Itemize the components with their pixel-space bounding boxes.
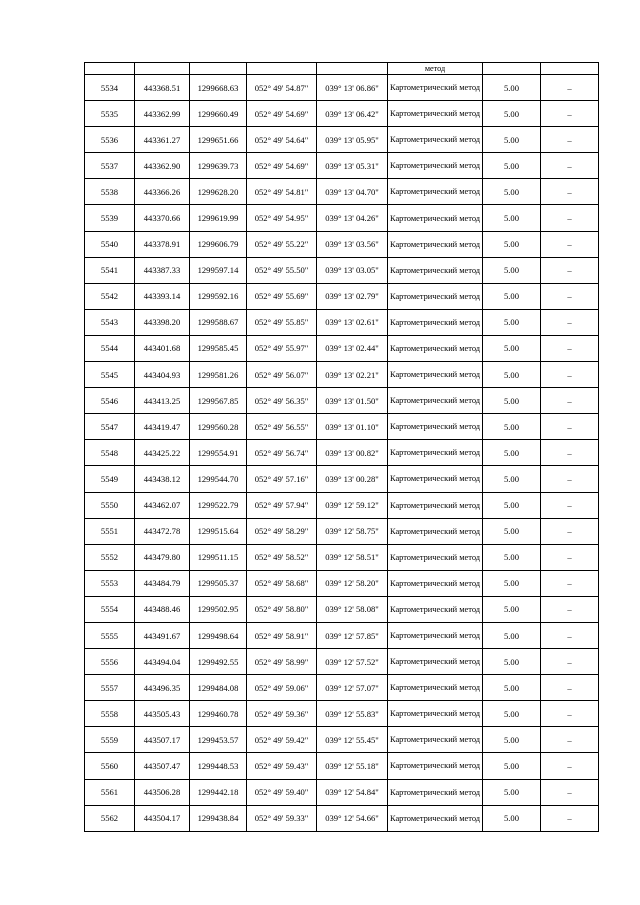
cell-method: Картометрический метод <box>388 257 483 283</box>
cell-note: – <box>541 362 599 388</box>
cell-point-number: 5545 <box>85 362 135 388</box>
cell-method: Картометрический метод <box>388 309 483 335</box>
cell-point-number: 5546 <box>85 388 135 414</box>
cell-y: 1299606.79 <box>190 231 247 257</box>
cell-accuracy: 5.00 <box>483 649 541 675</box>
cell-method: Картометрический метод <box>388 622 483 648</box>
cell-latitude: 052° 49' 54.95" <box>247 205 317 231</box>
cell-accuracy: 5.00 <box>483 388 541 414</box>
cell-point-number: 5552 <box>85 544 135 570</box>
cell-latitude: 052° 49' 54.69" <box>247 101 317 127</box>
cell-latitude: 052° 49' 55.50" <box>247 257 317 283</box>
cell-accuracy: 5.00 <box>483 127 541 153</box>
cell-longitude <box>317 63 388 75</box>
cell-latitude <box>247 63 317 75</box>
table-row <box>85 544 599 570</box>
cell-longitude: 039° 12' 55.45" <box>317 727 388 753</box>
cell-longitude: 039° 13' 01.50" <box>317 388 388 414</box>
cell-point-number: 5560 <box>85 753 135 779</box>
cell-x: 443494.04 <box>135 649 190 675</box>
cell-accuracy: 5.00 <box>483 153 541 179</box>
cell-y: 1299492.55 <box>190 649 247 675</box>
cell-y: 1299581.26 <box>190 362 247 388</box>
cell-method: Картометрический метод <box>388 518 483 544</box>
cell-accuracy: 5.00 <box>483 753 541 779</box>
cell-x: 443438.12 <box>135 466 190 492</box>
cell-point-number: 5537 <box>85 153 135 179</box>
cell-method: Картометрический метод <box>388 492 483 518</box>
cell-accuracy: 5.00 <box>483 335 541 361</box>
cell-note: – <box>541 414 599 440</box>
cell-note <box>541 63 599 75</box>
cell-x: 443506.28 <box>135 779 190 805</box>
table-row <box>85 570 599 596</box>
cell-accuracy: 5.00 <box>483 257 541 283</box>
cell-note: – <box>541 309 599 335</box>
table-row <box>85 309 599 335</box>
cell-y: 1299651.66 <box>190 127 247 153</box>
cell-longitude: 039° 12' 58.08" <box>317 596 388 622</box>
cell-x: 443419.47 <box>135 414 190 440</box>
table-row <box>85 518 599 544</box>
cell-note: – <box>541 75 599 101</box>
cell-x: 443507.47 <box>135 753 190 779</box>
cell-accuracy: 5.00 <box>483 179 541 205</box>
table-row <box>85 283 599 309</box>
cell-point-number: 5557 <box>85 675 135 701</box>
table-row <box>85 779 599 805</box>
cell-y: 1299567.85 <box>190 388 247 414</box>
cell-latitude: 052° 49' 58.99" <box>247 649 317 675</box>
cell-accuracy: 5.00 <box>483 622 541 648</box>
cell-longitude: 039° 12' 58.20" <box>317 570 388 596</box>
cell-latitude: 052° 49' 56.07" <box>247 362 317 388</box>
cell-longitude: 039° 12' 58.75" <box>317 518 388 544</box>
cell-x: 443425.22 <box>135 440 190 466</box>
cell-method: Картометрический метод <box>388 153 483 179</box>
table-row <box>85 101 599 127</box>
cell-note: – <box>541 596 599 622</box>
cell-longitude: 039° 13' 02.61" <box>317 309 388 335</box>
cell-y: 1299592.16 <box>190 283 247 309</box>
cell-note: – <box>541 701 599 727</box>
table-row <box>85 727 599 753</box>
cell-latitude: 052° 49' 56.74" <box>247 440 317 466</box>
cell-latitude: 052° 49' 59.43" <box>247 753 317 779</box>
cell-accuracy: 5.00 <box>483 283 541 309</box>
cell-latitude: 052° 49' 55.85" <box>247 309 317 335</box>
cell-point-number: 5540 <box>85 231 135 257</box>
table-row <box>85 805 599 831</box>
cell-longitude: 039° 13' 04.26" <box>317 205 388 231</box>
cell-note: – <box>541 283 599 309</box>
cell-note: – <box>541 257 599 283</box>
cell-point-number <box>85 63 135 75</box>
cell-method: Картометрический метод <box>388 701 483 727</box>
cell-note: – <box>541 622 599 648</box>
cell-y: 1299511.15 <box>190 544 247 570</box>
table-row <box>85 231 599 257</box>
cell-accuracy: 5.00 <box>483 805 541 831</box>
cell-note: – <box>541 205 599 231</box>
table-row <box>85 388 599 414</box>
cell-y: 1299502.95 <box>190 596 247 622</box>
cell-point-number: 5534 <box>85 75 135 101</box>
cell-latitude: 052° 49' 56.55" <box>247 414 317 440</box>
cell-method: Картометрический метод <box>388 205 483 231</box>
cell-point-number: 5550 <box>85 492 135 518</box>
table-row <box>85 75 599 101</box>
continuation-row <box>85 63 599 75</box>
cell-accuracy: 5.00 <box>483 205 541 231</box>
table-row <box>85 179 599 205</box>
table-row <box>85 492 599 518</box>
table-row <box>85 649 599 675</box>
cell-note: – <box>541 570 599 596</box>
cell-x: 443507.17 <box>135 727 190 753</box>
cell-x: 443393.14 <box>135 283 190 309</box>
table-row <box>85 257 599 283</box>
cell-x: 443472.78 <box>135 518 190 544</box>
cell-latitude: 052° 49' 58.80" <box>247 596 317 622</box>
cell-x: 443404.93 <box>135 362 190 388</box>
cell-latitude: 052° 49' 55.97" <box>247 335 317 361</box>
cell-longitude: 039° 12' 57.07" <box>317 675 388 701</box>
cell-accuracy: 5.00 <box>483 101 541 127</box>
cell-note: – <box>541 779 599 805</box>
cell-longitude: 039° 13' 03.56" <box>317 231 388 257</box>
cell-x: 443491.67 <box>135 622 190 648</box>
cell-method: Картометрический метод <box>388 179 483 205</box>
cell-x: 443401.68 <box>135 335 190 361</box>
cell-method: Картометрический метод <box>388 675 483 701</box>
cell-method: Картометрический метод <box>388 388 483 414</box>
cell-accuracy: 5.00 <box>483 701 541 727</box>
cell-y: 1299522.79 <box>190 492 247 518</box>
cell-point-number: 5542 <box>85 283 135 309</box>
cell-x: 443484.79 <box>135 570 190 596</box>
cell-note: – <box>541 518 599 544</box>
cell-point-number: 5541 <box>85 257 135 283</box>
cell-method: Картометрический метод <box>388 231 483 257</box>
cell-y: 1299515.64 <box>190 518 247 544</box>
cell-method: Картометрический метод <box>388 101 483 127</box>
cell-y: 1299448.53 <box>190 753 247 779</box>
cell-accuracy: 5.00 <box>483 675 541 701</box>
cell-longitude: 039° 12' 54.84" <box>317 779 388 805</box>
table-row <box>85 466 599 492</box>
cell-accuracy: 5.00 <box>483 466 541 492</box>
cell-method: Картометрический метод <box>388 727 483 753</box>
table-row <box>85 622 599 648</box>
cell-method: Картометрический метод <box>388 283 483 309</box>
cell-note: – <box>541 649 599 675</box>
cell-y: 1299619.99 <box>190 205 247 231</box>
cell-accuracy: 5.00 <box>483 309 541 335</box>
cell-y: 1299585.45 <box>190 335 247 361</box>
cell-longitude: 039° 12' 57.85" <box>317 622 388 648</box>
cell-method: Картометрический метод <box>388 414 483 440</box>
cell-note: – <box>541 179 599 205</box>
cell-x: 443362.99 <box>135 101 190 127</box>
cell-accuracy: 5.00 <box>483 779 541 805</box>
cell-longitude: 039° 13' 01.10" <box>317 414 388 440</box>
cell-point-number: 5548 <box>85 440 135 466</box>
cell-x: 443378.91 <box>135 231 190 257</box>
cell-latitude: 052° 49' 54.87" <box>247 75 317 101</box>
cell-accuracy: 5.00 <box>483 727 541 753</box>
cell-point-number: 5551 <box>85 518 135 544</box>
cell-point-number: 5554 <box>85 596 135 622</box>
cell-point-number: 5555 <box>85 622 135 648</box>
cell-latitude: 052° 49' 58.29" <box>247 518 317 544</box>
cell-longitude: 039° 13' 02.21" <box>317 362 388 388</box>
cell-latitude: 052° 49' 54.64" <box>247 127 317 153</box>
cell-note: – <box>541 231 599 257</box>
cell-x: 443488.46 <box>135 596 190 622</box>
cell-x: 443505.43 <box>135 701 190 727</box>
cell-point-number: 5562 <box>85 805 135 831</box>
cell-point-number: 5549 <box>85 466 135 492</box>
cell-note: – <box>541 675 599 701</box>
cell-latitude: 052° 49' 54.81" <box>247 179 317 205</box>
cell-y: 1299588.67 <box>190 309 247 335</box>
cell-point-number: 5553 <box>85 570 135 596</box>
cell-longitude: 039° 13' 06.42" <box>317 101 388 127</box>
cell-y: 1299544.70 <box>190 466 247 492</box>
cell-latitude: 052° 49' 57.16" <box>247 466 317 492</box>
cell-method: Картометрический метод <box>388 544 483 570</box>
cell-latitude: 052° 49' 59.33" <box>247 805 317 831</box>
cell-y: 1299460.78 <box>190 701 247 727</box>
cell-point-number: 5559 <box>85 727 135 753</box>
cell-longitude: 039° 13' 05.95" <box>317 127 388 153</box>
cell-note: – <box>541 753 599 779</box>
cell-longitude: 039° 12' 54.66" <box>317 805 388 831</box>
cell-x: 443479.80 <box>135 544 190 570</box>
cell-latitude: 052° 49' 58.68" <box>247 570 317 596</box>
cell-accuracy: 5.00 <box>483 570 541 596</box>
table-row <box>85 153 599 179</box>
cell-accuracy: 5.00 <box>483 518 541 544</box>
cell-x: 443413.25 <box>135 388 190 414</box>
table-row <box>85 205 599 231</box>
table-row <box>85 127 599 153</box>
cell-accuracy <box>483 63 541 75</box>
cell-x: 443366.26 <box>135 179 190 205</box>
cell-latitude: 052° 49' 58.52" <box>247 544 317 570</box>
cell-point-number: 5536 <box>85 127 135 153</box>
cell-method: Картометрический метод <box>388 127 483 153</box>
cell-method: Картометрический метод <box>388 570 483 596</box>
coordinates-table <box>84 62 599 832</box>
cell-accuracy: 5.00 <box>483 362 541 388</box>
cell-y: 1299498.64 <box>190 622 247 648</box>
cell-x: 443362.90 <box>135 153 190 179</box>
cell-y: 1299453.57 <box>190 727 247 753</box>
cell-y: 1299554.91 <box>190 440 247 466</box>
cell-note: – <box>541 127 599 153</box>
cell-note: – <box>541 492 599 518</box>
cell-accuracy: 5.00 <box>483 75 541 101</box>
cell-latitude: 052° 49' 59.42" <box>247 727 317 753</box>
cell-y: 1299484.08 <box>190 675 247 701</box>
table-row <box>85 414 599 440</box>
cell-latitude: 052° 49' 57.94" <box>247 492 317 518</box>
cell-x: 443387.33 <box>135 257 190 283</box>
cell-latitude: 052° 49' 58.91" <box>247 622 317 648</box>
cell-x: 443370.66 <box>135 205 190 231</box>
cell-method: Картометрический метод <box>388 335 483 361</box>
cell-latitude: 052° 49' 54.69" <box>247 153 317 179</box>
cell-accuracy: 5.00 <box>483 231 541 257</box>
cell-method: Картометрический метод <box>388 805 483 831</box>
cell-longitude: 039° 12' 57.52" <box>317 649 388 675</box>
cell-point-number: 5561 <box>85 779 135 805</box>
table-body <box>85 63 599 832</box>
cell-point-number: 5558 <box>85 701 135 727</box>
cell-x: 443504.17 <box>135 805 190 831</box>
cell-accuracy: 5.00 <box>483 596 541 622</box>
cell-x: 443462.07 <box>135 492 190 518</box>
cell-latitude: 052° 49' 55.69" <box>247 283 317 309</box>
cell-y: 1299560.28 <box>190 414 247 440</box>
cell-x: 443368.51 <box>135 75 190 101</box>
cell-method: Картометрический метод <box>388 596 483 622</box>
cell-longitude: 039° 12' 58.51" <box>317 544 388 570</box>
table-row <box>85 440 599 466</box>
cell-y: 1299639.73 <box>190 153 247 179</box>
cell-note: – <box>541 466 599 492</box>
cell-longitude: 039° 12' 55.83" <box>317 701 388 727</box>
cell-point-number: 5539 <box>85 205 135 231</box>
cell-accuracy: 5.00 <box>483 414 541 440</box>
cell-y: 1299597.14 <box>190 257 247 283</box>
cell-note: – <box>541 335 599 361</box>
cell-method: Картометрический метод <box>388 440 483 466</box>
cell-y: 1299628.20 <box>190 179 247 205</box>
cell-note: – <box>541 101 599 127</box>
table-row <box>85 753 599 779</box>
table-row <box>85 596 599 622</box>
cell-note: – <box>541 727 599 753</box>
cell-point-number: 5535 <box>85 101 135 127</box>
cell-latitude: 052° 49' 59.36" <box>247 701 317 727</box>
cell-point-number: 5538 <box>85 179 135 205</box>
cell-longitude: 039° 12' 59.12" <box>317 492 388 518</box>
cell-method: Картометрический метод <box>388 753 483 779</box>
cell-x <box>135 63 190 75</box>
cell-point-number: 5556 <box>85 649 135 675</box>
cell-note: – <box>541 440 599 466</box>
cell-note: – <box>541 544 599 570</box>
cell-latitude: 052° 49' 59.06" <box>247 675 317 701</box>
cell-point-number: 5544 <box>85 335 135 361</box>
cell-method: Картометрический метод <box>388 75 483 101</box>
table-row <box>85 675 599 701</box>
cell-y: 1299505.37 <box>190 570 247 596</box>
cell-note: – <box>541 153 599 179</box>
cell-note: – <box>541 388 599 414</box>
cell-y: 1299442.18 <box>190 779 247 805</box>
cell-accuracy: 5.00 <box>483 544 541 570</box>
cell-x: 443398.20 <box>135 309 190 335</box>
cell-accuracy: 5.00 <box>483 440 541 466</box>
table-row <box>85 335 599 361</box>
cell-longitude: 039° 13' 00.82" <box>317 440 388 466</box>
cell-longitude: 039° 13' 02.79" <box>317 283 388 309</box>
cell-method: Картометрический метод <box>388 779 483 805</box>
cell-longitude: 039° 13' 04.70" <box>317 179 388 205</box>
cell-latitude: 052° 49' 55.22" <box>247 231 317 257</box>
cell-longitude: 039° 13' 06.86" <box>317 75 388 101</box>
cell-latitude: 052° 49' 59.40" <box>247 779 317 805</box>
cell-longitude: 039° 13' 05.31" <box>317 153 388 179</box>
cell-method: Картометрический метод <box>388 362 483 388</box>
cell-y: 1299438.84 <box>190 805 247 831</box>
cell-point-number: 5547 <box>85 414 135 440</box>
cell-longitude: 039° 13' 03.05" <box>317 257 388 283</box>
cell-y: 1299660.49 <box>190 101 247 127</box>
cell-method: Картометрический метод <box>388 649 483 675</box>
table-row <box>85 362 599 388</box>
cell-method-continued: метод <box>388 63 483 75</box>
cell-y <box>190 63 247 75</box>
cell-x: 443361.27 <box>135 127 190 153</box>
cell-point-number: 5543 <box>85 309 135 335</box>
cell-longitude: 039° 13' 00.28" <box>317 466 388 492</box>
cell-longitude: 039° 12' 55.18" <box>317 753 388 779</box>
cell-longitude: 039° 13' 02.44" <box>317 335 388 361</box>
cell-note: – <box>541 805 599 831</box>
cell-method: Картометрический метод <box>388 466 483 492</box>
cell-x: 443496.35 <box>135 675 190 701</box>
table-row <box>85 701 599 727</box>
cell-y: 1299668.63 <box>190 75 247 101</box>
cell-accuracy: 5.00 <box>483 492 541 518</box>
cell-latitude: 052° 49' 56.35" <box>247 388 317 414</box>
